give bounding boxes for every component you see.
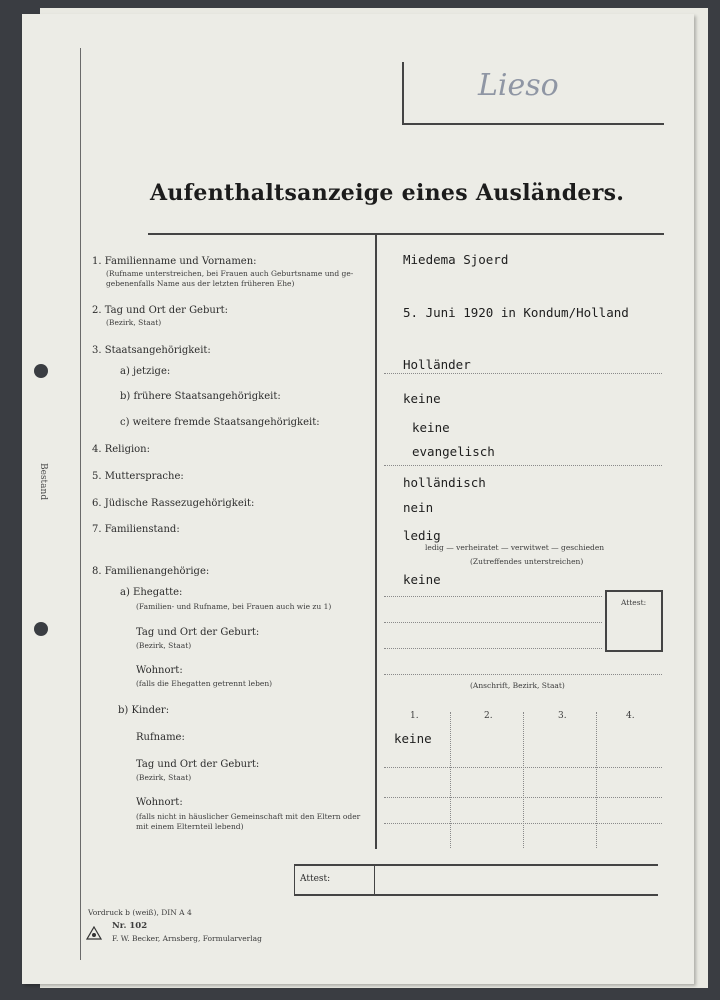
attest-bar-divider (374, 864, 375, 896)
stamp-box-left (402, 62, 404, 124)
address-note: (Anschrift, Bezirk, Staat) (470, 681, 565, 690)
field-8a-birth-note: (Bezirk, Staat) (136, 641, 192, 650)
marital-options: ledig — verheiratet — verwitwet — geschieden (425, 543, 605, 552)
answer-nationality-other: keine (412, 420, 450, 435)
margin-line (80, 48, 81, 960)
answer-name: Miedema Sjoerd (403, 252, 509, 267)
field-8a-residence-note: (falls die Ehegatten getrennt leben) (136, 679, 273, 688)
dotted-line (384, 797, 662, 798)
field-8b-residence-label: Wohnort: (136, 797, 183, 808)
field-7-label: 7. Familienstand: (92, 524, 180, 535)
footer-publisher: F. W. Becker, Arnsberg, Formularverlag (112, 934, 262, 943)
dotted-line (384, 373, 662, 374)
field-3c-label: c) weitere fremde Staatsangehörigkeit: (120, 417, 320, 428)
attest-box (605, 590, 663, 652)
handwritten-note: Lieso (478, 68, 559, 103)
form-title: Aufenthaltsanzeige eines Ausländers. (150, 180, 625, 206)
footer-form-number: Nr. 102 (112, 921, 148, 931)
field-6-label: 6. Jüdische Rassezugehörigkeit: (92, 498, 255, 509)
bottom-attest-label: Attest: (300, 874, 331, 884)
field-8a-note: (Familien- und Rufname, bei Frauen auch wie zu 1) (136, 602, 332, 611)
field-8-label: 8. Familienangehörige: (92, 566, 210, 577)
field-8a-birth-label: Tag und Ort der Geburt: (136, 627, 260, 638)
field-8b-residence-note-a: (falls nicht in häuslicher Gemeinschaft mit den Eltern oder (136, 812, 361, 821)
field-8b-birth-note: (Bezirk, Staat) (136, 773, 192, 782)
field-8b-residence-note-b: mit einem Elternteil lebend) (136, 822, 244, 831)
field-1-note-a: (Rufname unterstreichen, bei Frauen auch Geburtsname und ge- (106, 269, 354, 278)
answer-spouse: keine (403, 572, 441, 587)
field-3-label: 3. Staatsangehörigkeit: (92, 345, 211, 356)
field-8a-label: a) Ehegatte: (120, 587, 183, 598)
children-col-4: 4. (626, 711, 635, 721)
answer-children: keine (394, 731, 432, 746)
field-2-note: (Bezirk, Staat) (106, 318, 162, 327)
dotted-line (384, 767, 662, 768)
attest-bar-left (294, 864, 295, 896)
marital-note: (Zutreffendes unterstreichen) (470, 557, 584, 566)
field-8b-birth-label: Tag und Ort der Geburt: (136, 759, 260, 770)
field-8b-name-label: Rufname: (136, 732, 185, 743)
field-1-label: 1. Familienname und Vornamen: (92, 256, 257, 267)
attest-bar-top (294, 864, 658, 866)
field-4-label: 4. Religion: (92, 444, 150, 455)
answer-marital-status: ledig (403, 528, 441, 543)
punch-hole-top (34, 364, 48, 378)
answer-nationality-former: keine (403, 391, 441, 406)
dotted-line (384, 596, 602, 597)
dotted-line (384, 622, 602, 623)
answer-jewish: nein (403, 500, 434, 515)
dotted-line (384, 648, 602, 649)
field-3b-label: b) frühere Staatsangehörigkeit: (120, 391, 281, 402)
punch-hole-bottom (34, 622, 48, 636)
answer-religion: evangelisch (412, 444, 495, 459)
dotted-line (384, 465, 662, 466)
publisher-logo-icon (86, 926, 102, 940)
field-3a-label: a) jetzige: (120, 366, 171, 377)
field-2-label: 2. Tag und Ort der Geburt: (92, 305, 228, 316)
field-1-note-b: gebenenfalls Name aus der letzten früheren Ehe) (106, 279, 295, 288)
answer-birth: 5. Juni 1920 in Kondum/Holland (403, 305, 629, 320)
stamp-box-bottom (402, 123, 664, 125)
answer-nationality-current: Holländer (403, 357, 471, 372)
children-col-1: 1. (410, 711, 419, 721)
attest-bar-bottom (294, 894, 658, 896)
column-divider (375, 233, 377, 849)
children-col-divider (596, 712, 597, 848)
dotted-line (384, 823, 662, 824)
side-margin-text: Bestand (38, 463, 48, 501)
dotted-line (384, 674, 662, 675)
field-8a-residence-label: Wohnort: (136, 665, 183, 676)
children-col-3: 3. (558, 711, 567, 721)
field-8b-label: b) Kinder: (118, 705, 170, 716)
children-col-2: 2. (484, 711, 493, 721)
footer-form-type: Vordruck b (weiß), DIN A 4 (88, 908, 192, 917)
attest-box-label: Attest: (621, 598, 647, 607)
title-rule (148, 233, 664, 235)
children-col-divider (523, 712, 524, 848)
children-col-divider (450, 712, 451, 848)
field-5-label: 5. Muttersprache: (92, 471, 184, 482)
answer-mother-tongue: holländisch (403, 475, 486, 490)
